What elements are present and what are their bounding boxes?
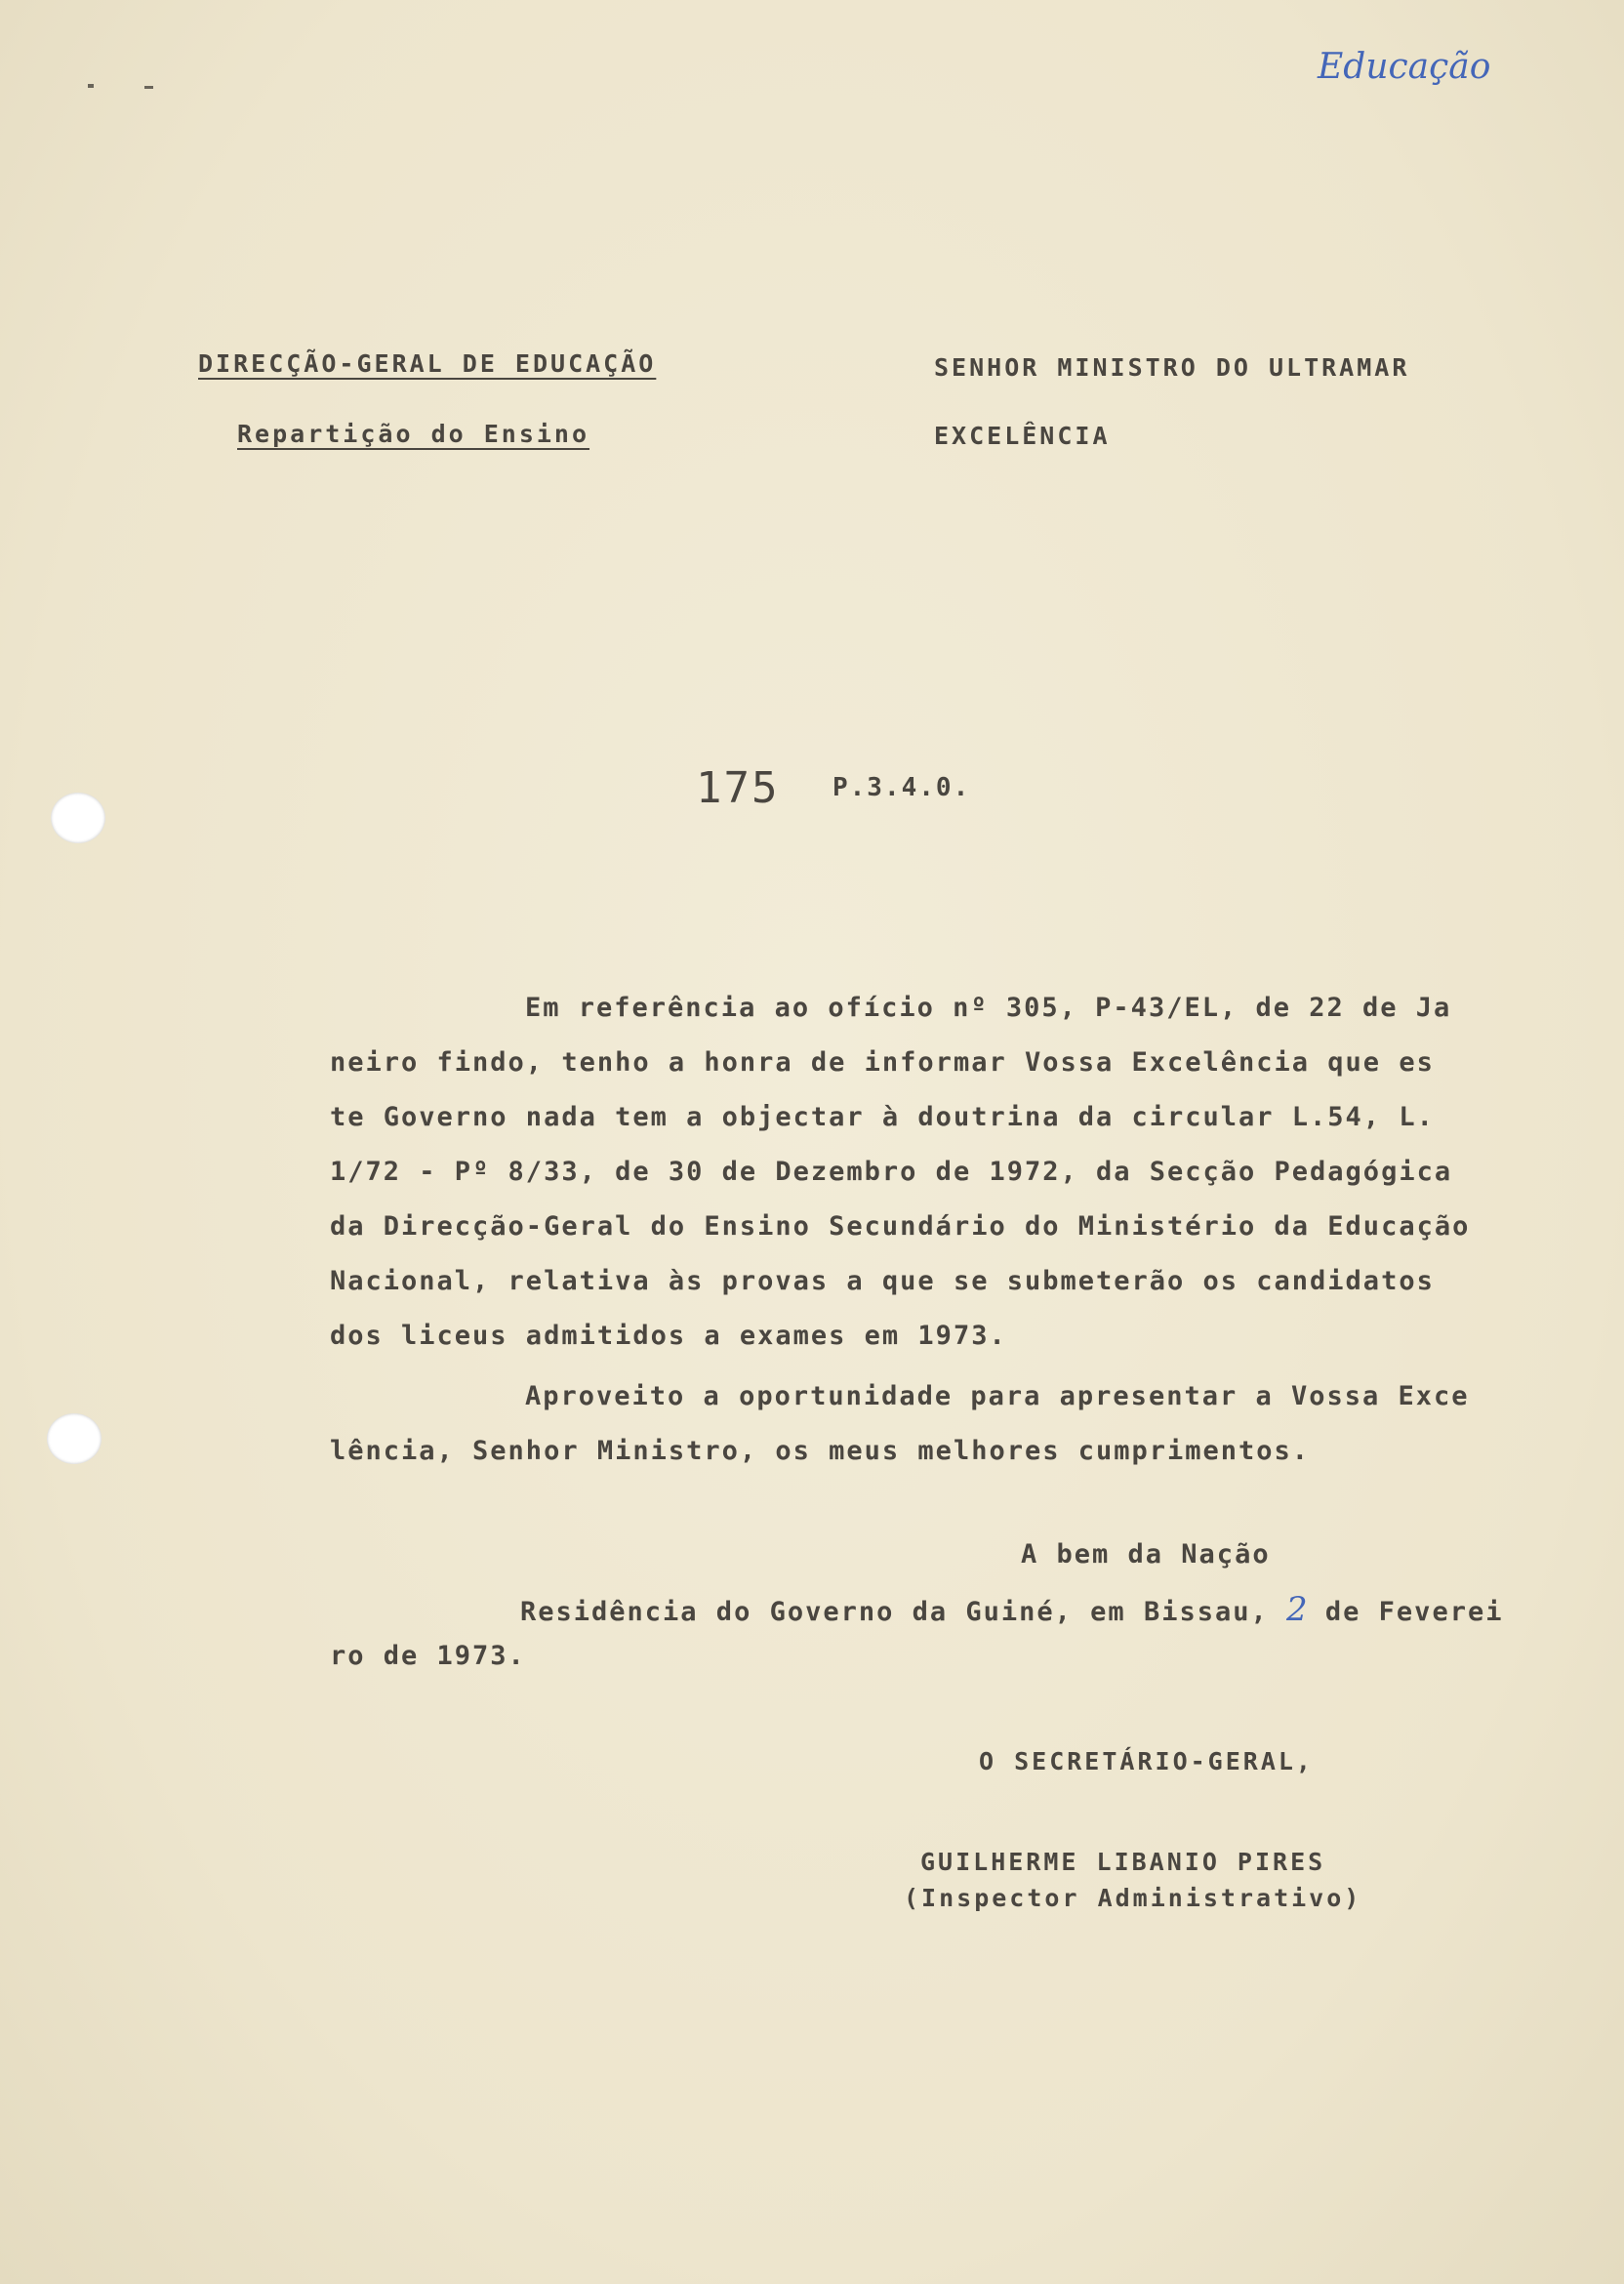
- place-date-prefix: Residência do Governo da Guiné, em Bissau,: [520, 1597, 1269, 1627]
- body-line: 1/72 - Pº 8/33, de 30 de Dezembro de 1972, da Secção Pedagógica: [330, 1157, 1453, 1187]
- handwritten-day: 2: [1286, 1590, 1308, 1629]
- signatory-role: (Inspector Administrativo): [904, 1884, 1362, 1912]
- body-line: da Direcção-Geral do Ensino Secundário do Ministério da Educação: [330, 1211, 1471, 1242]
- punch-hole-top: [51, 793, 105, 843]
- body-line: te Governo nada tem a objectar à doutrina da circular L.54, L.: [330, 1102, 1435, 1132]
- closing-salutation: A bem da Nação: [1021, 1539, 1271, 1570]
- reference-code: P.3.4.0.: [832, 773, 971, 802]
- handwritten-annotation: Educação: [1318, 47, 1491, 87]
- place-date-line: [520, 1590, 1503, 1629]
- body-line: neiro findo, tenho a honra de informar Vossa Excelência que es: [330, 1047, 1435, 1078]
- section-heading: Repartição do Ensino: [237, 420, 590, 448]
- body-line: lência, Senhor Ministro, os meus melhores cumprimentos.: [330, 1436, 1311, 1466]
- body-line: dos liceus admitidos a exames em 1973.: [330, 1321, 1007, 1351]
- addressee-honorific: EXCELÊNCIA: [934, 422, 1111, 450]
- signatory-title: O SECRETÁRIO-GERAL,: [979, 1747, 1314, 1775]
- place-date-continuation: ro de 1973.: [330, 1641, 526, 1671]
- punch-hole-bottom: [47, 1413, 102, 1464]
- body-line: Nacional, relativa às provas a que se submeterão os candidatos: [330, 1266, 1435, 1296]
- ink-mark: [88, 84, 94, 88]
- department-heading: DIRECÇÃO-GERAL DE EDUCAÇÃO: [198, 349, 657, 378]
- body-line: Aproveito a oportunidade para apresentar a Vossa Exce: [525, 1381, 1470, 1411]
- addressee-heading: SENHOR MINISTRO DO ULTRAMAR: [934, 353, 1410, 382]
- place-date-suffix: de Feverei: [1324, 1597, 1504, 1627]
- ink-mark: [144, 86, 153, 89]
- body-line: Em referência ao ofício nº 305, P-43/EL, de 22 de Ja: [525, 993, 1452, 1023]
- reference-number: 175: [696, 763, 780, 813]
- signatory-name: GUILHERME LIBANIO PIRES: [920, 1848, 1326, 1876]
